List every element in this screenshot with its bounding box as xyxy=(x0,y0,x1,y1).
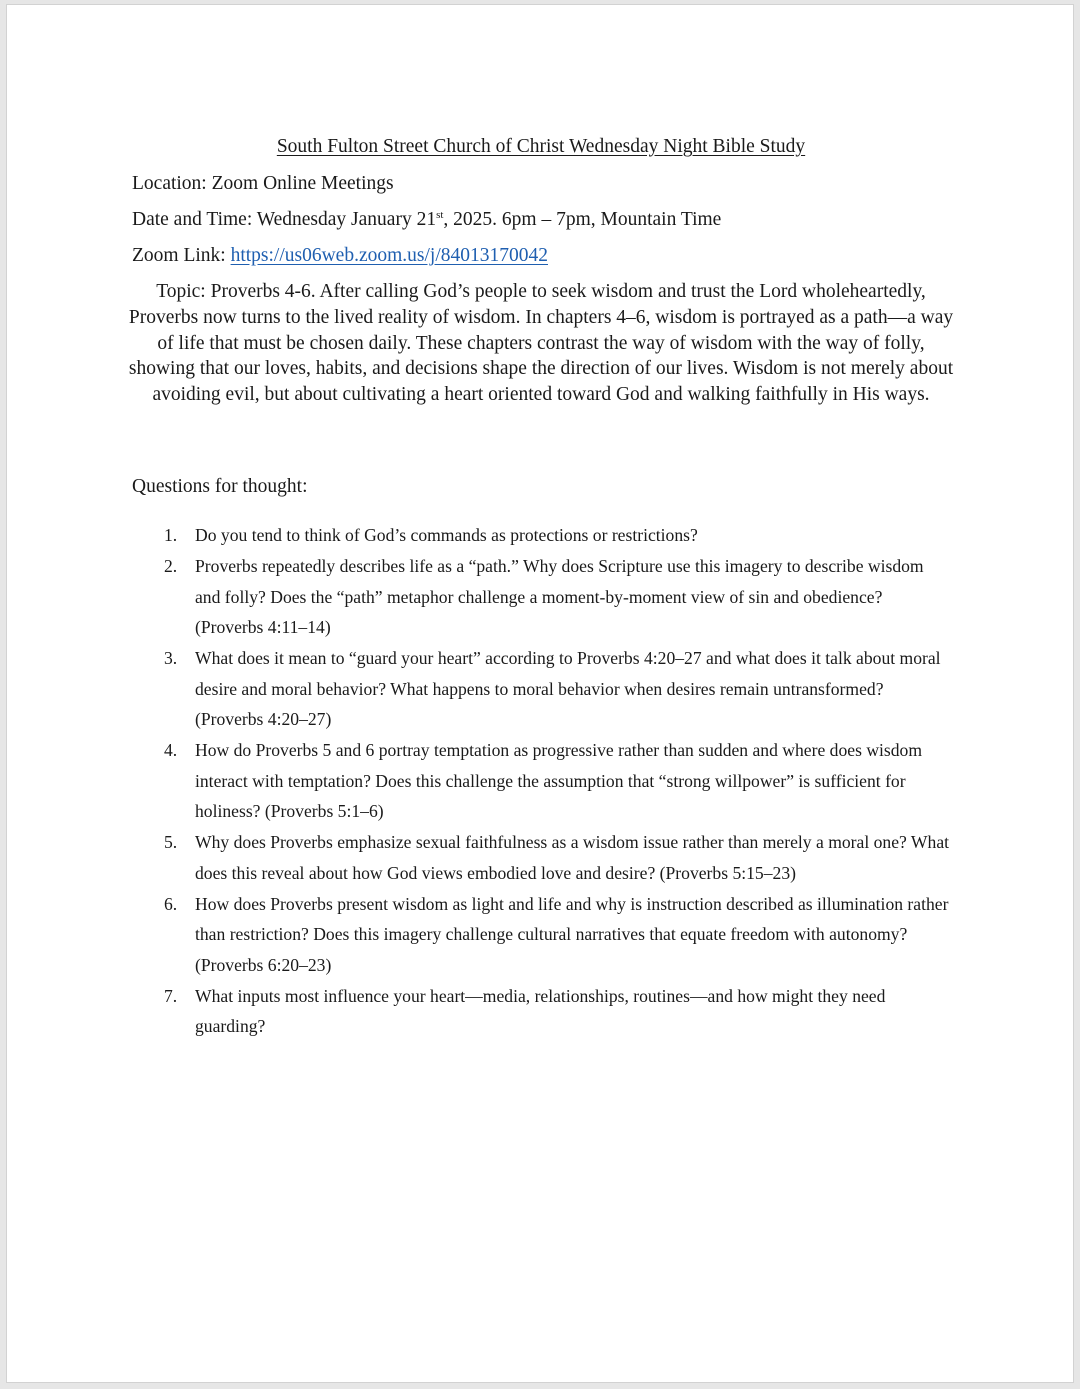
zoom-meeting-link[interactable]: https://us06web.zoom.us/j/84013170042 xyxy=(230,245,548,266)
date-time-label: Date and Time: xyxy=(132,209,253,230)
question-text: Proverbs repeatedly describes life as a “path.” Why does Scripture use this imagery to describe wisdom and folly? Does the “path” metaphor challenge a moment-by-moment view of sin and obedience? (Proverbs 4:11–14) xyxy=(195,556,924,638)
question-number: 1. xyxy=(164,525,178,545)
document-title: South Fulton Street Church of Christ Wednesday Night Bible Study xyxy=(276,136,806,157)
location-label: Location: xyxy=(132,173,207,194)
question-item xyxy=(152,889,952,980)
question-number: 5. xyxy=(164,832,178,853)
question-text: Why does Proverbs emphasize sexual faithfulness as a wisdom issue rather than merely a moral one? What does this reveal about how God views embodied love and desire? (Proverbs 5:15–23) xyxy=(195,832,950,883)
topic-paragraph: Topic: Proverbs 4-6. After calling God’s people to seek wisdom and trust the Lord wholeheartedly, Proverbs now turns to the lived reality of wisdom. In chapters 4–6, wisdom is portrayed as a path—a way of life that must be chosen daily. These chapters contrast the way of wisdom with the way of folly, showing that our loves, habits, and decisions shape the direction of our lives. Wisdom is not merely about avoiding evil, but about cultivating a heart oriented toward God and walking faithfully in His ways. xyxy=(128,281,954,406)
question-number: 6. xyxy=(164,893,178,914)
question-number: 2. xyxy=(164,556,178,577)
date-time-line xyxy=(132,207,721,233)
zoom-link-label: Zoom Link: xyxy=(132,245,226,266)
question-text: How does Proverbs present wisdom as light and life and why is instruction described as illumination rather than restriction? Does this imagery challenge cultural narratives that equate freedom with autonomy? (Proverbs 6:20–23) xyxy=(195,893,949,975)
question-number: 3. xyxy=(164,648,178,669)
question-text: What inputs most influence your heart—media, relationships, routines—and how might they need guarding? xyxy=(195,985,886,1037)
location-value: Zoom Online Meetings xyxy=(211,173,394,194)
question-text: How do Proverbs 5 and 6 portray temptation as progressive rather than sudden and where does wisdom interact with temptation? Does this challenge the assumption that “strong willpower” is sufficient for holiness? (Proverbs 5:1–6) xyxy=(195,740,923,822)
date-main: Wednesday January 21 xyxy=(256,209,437,230)
questions-list xyxy=(152,520,952,1042)
document-page xyxy=(6,4,1074,1383)
date-rest: , 2025. 6pm – 7pm, Mountain Time xyxy=(443,209,722,230)
question-item xyxy=(152,981,952,1042)
questions-heading: Questions for thought: xyxy=(132,476,308,497)
question-item xyxy=(152,551,952,642)
question-item xyxy=(152,520,952,550)
date-ordinal-suffix: st xyxy=(436,209,444,221)
location-line xyxy=(132,171,394,197)
zoom-link-line xyxy=(132,243,548,269)
question-item xyxy=(152,643,952,734)
question-text: Do you tend to think of God’s commands as protections or restrictions? xyxy=(195,525,698,545)
question-item xyxy=(152,827,952,888)
question-number: 4. xyxy=(164,740,178,761)
question-text: What does it mean to “guard your heart” according to Proverbs 4:20–27 and what does it talk about moral desire and moral behavior? What happens to moral behavior when desires remain untransformed? (Proverbs 4:20–27) xyxy=(195,648,941,730)
question-item xyxy=(152,735,952,826)
question-number: 7. xyxy=(164,985,178,1006)
date-time-value xyxy=(257,209,722,230)
